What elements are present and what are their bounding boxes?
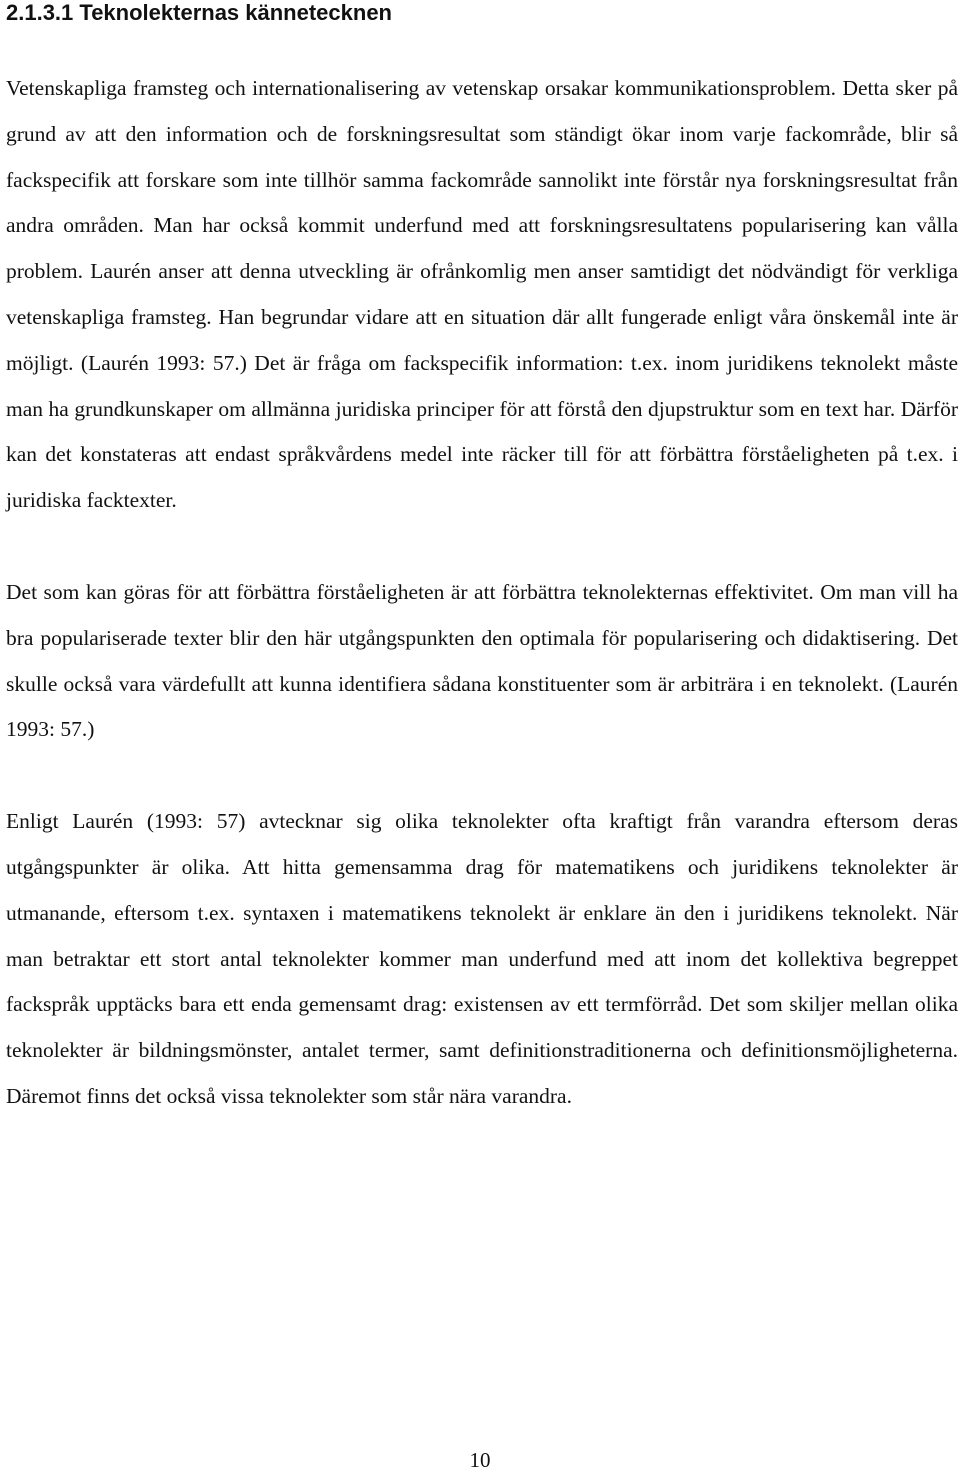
section-heading: 2.1.3.1 Teknolekternas kännetecknen bbox=[6, 0, 392, 25]
body-paragraph: Enligt Laurén (1993: 57) avtecknar sig olika teknolekter ofta kraftigt från varandra eftersom deras utgångspunkter är olika. Att hitta gemensamma drag för matematikens och juridikens teknolekter är utmanande, eftersom t.ex. syntaxen i matematikens teknolekt är enklare än den i juridikens teknolekt. När man betraktar ett stort antal teknolekter kommer man underfund med att inom det kollektiva begreppet fackspråk upptäcks bara ett enda gemensamt drag: existensen av ett termförråd. Det som skiljer mellan olika teknolekter är bildningsmönster, antalet termer, samt definitionstraditionerna och definitionsmöjligheterna. Däremot finns det också vissa teknolekter som står nära varandra. bbox=[6, 809, 958, 1108]
body-paragraph: Det som kan göras för att förbättra förståeligheten är att förbättra teknolekternas effektivitet. Om man vill ha bra populariserade texter blir den här utgångspunkten den optimala för popularisering och didaktisering. Det skulle också vara värdefullt att kunna identifiera sådana konstituenter som är arbiträra i en teknolekt. (Laurén 1993: 57.) bbox=[6, 579, 958, 742]
body-paragraph: Vetenskapliga framsteg och internationalisering av vetenskap orsakar kommunikationsproblem. Detta sker på grund av att den information och de forskningsresultat som ständigt ökar inom varje fackområde, blir så fackspecifik att forskare som inte tillhör samma fackområde sannolikt inte förstår nya forskningsresultat från andra områden. Man har också kommit underfund med att forskningsresultatens popularisering kan vålla problem. Laurén anser att denna utveckling är ofrånkomlig men anser samtidigt det nödvändigt för verkliga vetenskapliga framsteg. Han begrundar vidare att en situation där allt fungerade enligt våra önskemål inte är möjligt. (Laurén 1993: 57.) Det är fråga om fackspecifik information: t.ex. inom juridikens teknolekt måste man ha grundkunskaper om allmänna juridiska principer för att förstå den djupstruktur som en text har. Därför kan det konstateras att endast språkvårdens medel inte räcker till för att förbättra förståeligheten på t.ex. i juridiska facktexter. bbox=[6, 76, 958, 513]
page-number: 10 bbox=[469, 1448, 491, 1472]
document-page bbox=[6, 0, 958, 1120]
